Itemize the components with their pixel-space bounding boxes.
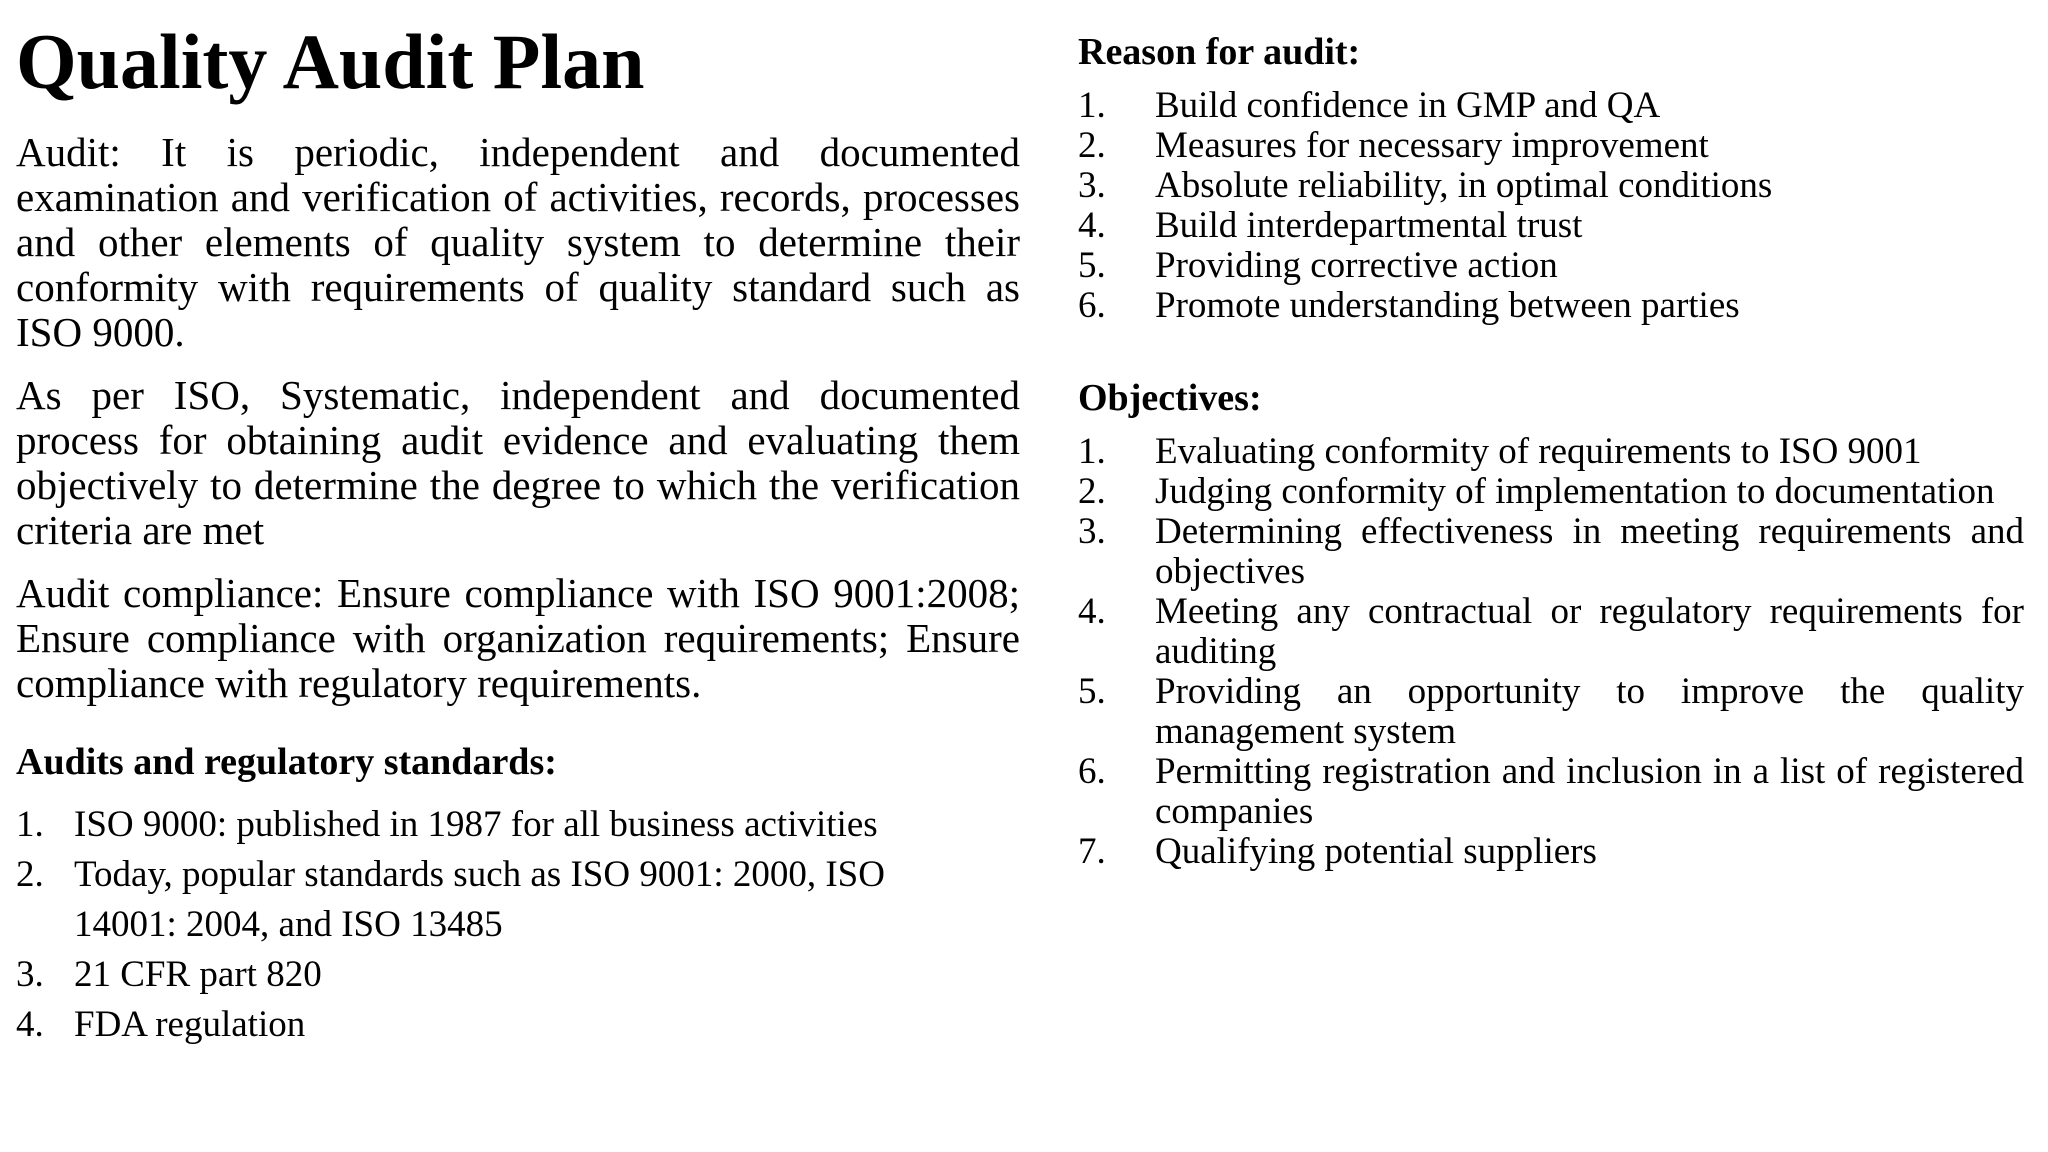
right-column: [1078, 30, 2024, 872]
list-item: 6. Permitting registration and inclusion in a list of registered companies: [1078, 751, 2024, 832]
reasons-list: [1078, 86, 2024, 326]
standards-list: [16, 800, 1020, 1050]
list-item: 6. Promote understanding between parties: [1078, 285, 1740, 326]
page-title: Quality Audit Plan: [16, 18, 645, 105]
standards-heading: Audits and regulatory standards:: [16, 741, 557, 783]
list-item: 5. Providing corrective action: [1078, 245, 1558, 286]
audit-definition-paragraph: Audit: It is periodic, independent and documented examination and verification of activities, records, processes and other elements of quality system to determine their conformity with requirements of quality standard such as ISO 9000.: [16, 129, 1020, 355]
audit-compliance-paragraph: Audit compliance: Ensure compliance with ISO 9001:2008; Ensure compliance with organization requirements; Ensure compliance with regulatory requirements.: [16, 570, 1020, 706]
list-item: 1. Evaluating conformity of requirements to ISO 9001: [1078, 431, 1922, 472]
list-item: 1. Build confidence in GMP and QA: [1078, 85, 1661, 126]
reasons-heading: Reason for audit:: [1078, 31, 1361, 73]
list-item: 7. Qualifying potential suppliers: [1078, 831, 1597, 872]
objectives-heading: Objectives:: [1078, 377, 1262, 419]
list-item: 4. Meeting any contractual or regulatory requirements for auditing: [1078, 591, 2024, 672]
list-item: 4. FDA regulation: [16, 1004, 306, 1045]
list-item: 5. Providing an opportunity to improve the quality management system: [1078, 671, 2024, 752]
objectives-list: [1078, 432, 2024, 872]
left-column: [16, 18, 1020, 1050]
list-item: 3. Determining effectiveness in meeting requirements and objectives: [1078, 511, 2024, 592]
list-item: 2. Judging conformity of implementation to documentation: [1078, 471, 1995, 512]
list-item: 3. Absolute reliability, in optimal conditions: [1078, 165, 1773, 206]
list-item: 4. Build interdepartmental trust: [1078, 205, 1583, 246]
list-item: 2. Measures for necessary improvement: [1078, 125, 1709, 166]
list-item: 1. ISO 9000: published in 1987 for all business activities: [16, 804, 878, 845]
list-item: 3. 21 CFR part 820: [16, 954, 322, 995]
iso-definition-paragraph: As per ISO, Systematic, independent and documented process for obtaining audit evidence and evaluating them objectively to determine the degree to which the verification criteria are met: [16, 372, 1020, 553]
list-item: 2. Today, popular standards such as ISO 9001: 2000, ISO 14001: 2004, and ISO 13485: [16, 854, 885, 945]
